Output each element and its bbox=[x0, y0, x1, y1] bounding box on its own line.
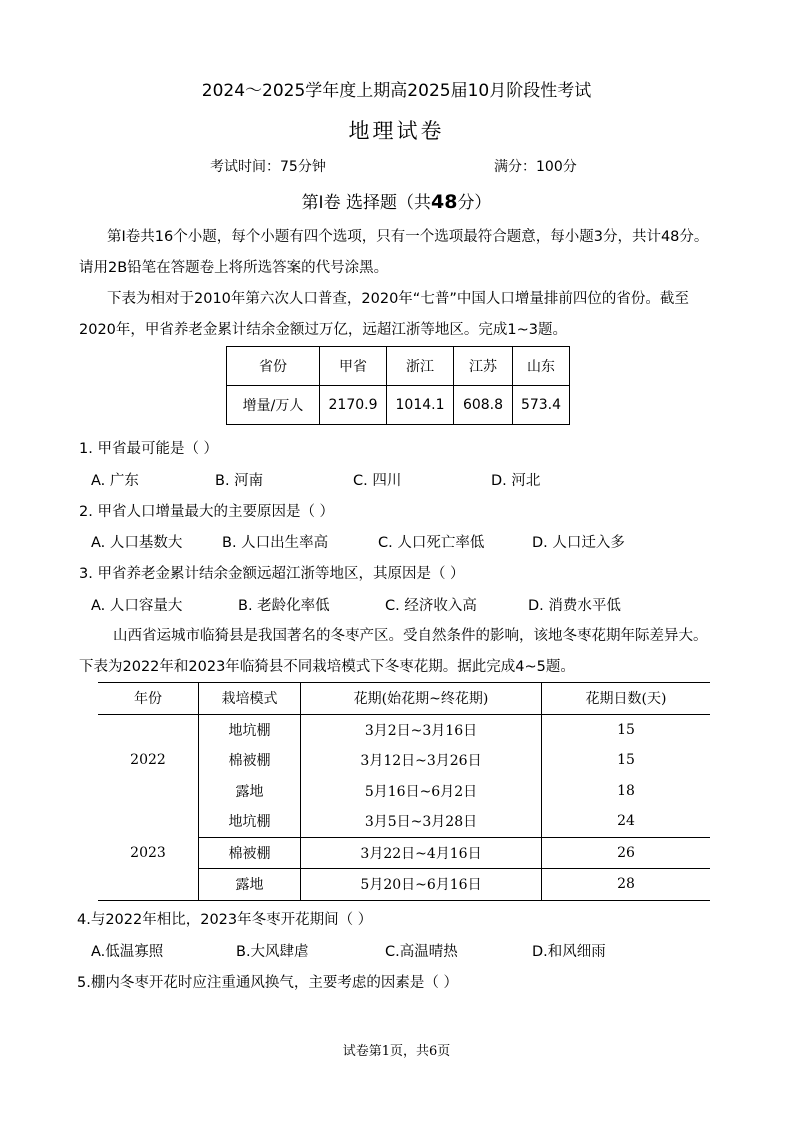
full-score: 满分：100分 bbox=[494, 159, 577, 175]
table-cell: 山东 bbox=[513, 347, 570, 386]
table-cell: 15 bbox=[542, 745, 711, 776]
option: D.和风细雨 bbox=[532, 944, 606, 960]
option: C. 经济收入高 bbox=[385, 598, 477, 614]
table-cell: 18 bbox=[542, 776, 711, 807]
table-cell: 2023 bbox=[130, 844, 166, 861]
table-cell: 江苏 bbox=[454, 347, 513, 386]
option: D. 河北 bbox=[491, 473, 541, 489]
table-cell: 省份 bbox=[227, 347, 320, 386]
table-row bbox=[227, 347, 570, 386]
question-2: 2. 甲省人口增量最大的主要原因是（ ） bbox=[79, 504, 335, 520]
option: A. 人口基数大 bbox=[91, 535, 183, 551]
table-cell: 浙江 bbox=[387, 347, 454, 386]
option: D. 人口迁入多 bbox=[532, 535, 625, 551]
passage-1: 下表为相对于2010年第六次人口普查，2020年“七普”中国人口增量排前四位的省份。截至2020年，甲省养老金累计结余金额过万亿，远超江浙等地区。完成1~3题。 bbox=[79, 291, 689, 338]
table-cell: 增量/万人 bbox=[227, 386, 320, 425]
table-cell: 3月12日~3月26日 bbox=[301, 745, 542, 776]
table-cell: 608.8 bbox=[454, 386, 513, 425]
table-cell: 3月5日~3月28日 bbox=[301, 806, 542, 837]
table-cell: 花期日数(天) bbox=[542, 683, 711, 715]
question-3: 3. 甲省养老金累计结余金额远超江浙等地区，其原因是（ ） bbox=[79, 566, 465, 582]
table-cell: 棉被棚 bbox=[199, 745, 301, 776]
subject-title: 地理试卷 bbox=[348, 119, 445, 143]
table-cell: 3月2日~3月16日 bbox=[301, 714, 542, 745]
table-cell: 栽培模式 bbox=[199, 683, 301, 715]
section-heading-suffix: 分） bbox=[457, 193, 492, 213]
section-heading-score: 48 bbox=[430, 191, 458, 213]
question-5: 5.棚内冬枣开花时应注重通风换气，主要考虑的因素是（ ） bbox=[77, 975, 458, 991]
table-cell: 15 bbox=[542, 714, 711, 745]
table-row bbox=[98, 683, 710, 715]
table-cell: 地坑棚 bbox=[199, 806, 301, 837]
section-instructions: 第Ⅰ卷共16个小题，每个小题有四个选项，只有一个选项最符合题意，每小题3分，共计48分。请用2B铅笔在答题卷上将所选答案的代号涂黑。 bbox=[79, 229, 709, 276]
question-1: 1. 甲省最可能是（ ） bbox=[79, 441, 219, 457]
option: B. 河南 bbox=[215, 473, 264, 489]
table-cell: 露地 bbox=[199, 869, 301, 901]
table-cell: 28 bbox=[542, 869, 711, 901]
option: A. 人口容量大 bbox=[91, 598, 183, 614]
option: C. 人口死亡率低 bbox=[378, 535, 485, 551]
option: A. 广东 bbox=[91, 473, 139, 489]
section-heading bbox=[0, 188, 793, 213]
exam-time: 考试时间：75分钟 bbox=[210, 159, 326, 175]
option: C. 四川 bbox=[353, 473, 402, 489]
table-cell: 棉被棚 bbox=[199, 837, 301, 869]
flowering-table bbox=[98, 682, 710, 901]
table-cell: 甲省 bbox=[320, 347, 387, 386]
option: C.高温晴热 bbox=[385, 944, 458, 960]
option: B. 人口出生率高 bbox=[222, 535, 329, 551]
table-cell: 5月16日~6月2日 bbox=[301, 776, 542, 807]
page-footer: 试卷第1页，共6页 bbox=[342, 1044, 451, 1059]
table-row bbox=[227, 386, 570, 425]
table-cell: 年份 bbox=[134, 691, 162, 708]
table-cell: 26 bbox=[542, 837, 711, 869]
table-cell: 573.4 bbox=[513, 386, 570, 425]
table-cell: 24 bbox=[542, 806, 711, 837]
table-cell: 2022 bbox=[130, 752, 166, 769]
table-row bbox=[98, 806, 710, 837]
question-4: 4.与2022年相比，2023年冬枣开花期间（ ） bbox=[77, 912, 373, 928]
population-table bbox=[226, 346, 570, 425]
option: A.低温寡照 bbox=[91, 944, 164, 960]
option: B.大风肆虐 bbox=[236, 944, 309, 960]
section-heading-prefix: 第Ⅰ卷 选择题（共 bbox=[301, 193, 431, 213]
table-cell: 5月20日~6月16日 bbox=[301, 869, 542, 901]
option: D. 消费水平低 bbox=[528, 598, 621, 614]
table-cell: 3月22日~4月16日 bbox=[301, 837, 542, 869]
passage-2: 山西省运城市临猗县是我国著名的冬枣产区。受自然条件的影响，该地冬枣花期年际差异大。下表为2022年和2023年临猗县不同栽培模式下冬枣花期。据此完成4~5题。 bbox=[79, 628, 708, 675]
table-cell: 露地 bbox=[199, 776, 301, 807]
table-cell: 1014.1 bbox=[387, 386, 454, 425]
table-cell: 地坑棚 bbox=[199, 714, 301, 745]
option: B. 老龄化率低 bbox=[238, 598, 330, 614]
table-row bbox=[98, 714, 710, 745]
table-cell: 2170.9 bbox=[320, 386, 387, 425]
table-cell: 花期(始花期~终花期) bbox=[301, 683, 542, 715]
exam-title: 2024～2025学年度上期高2025届10月阶段性考试 bbox=[201, 81, 592, 101]
